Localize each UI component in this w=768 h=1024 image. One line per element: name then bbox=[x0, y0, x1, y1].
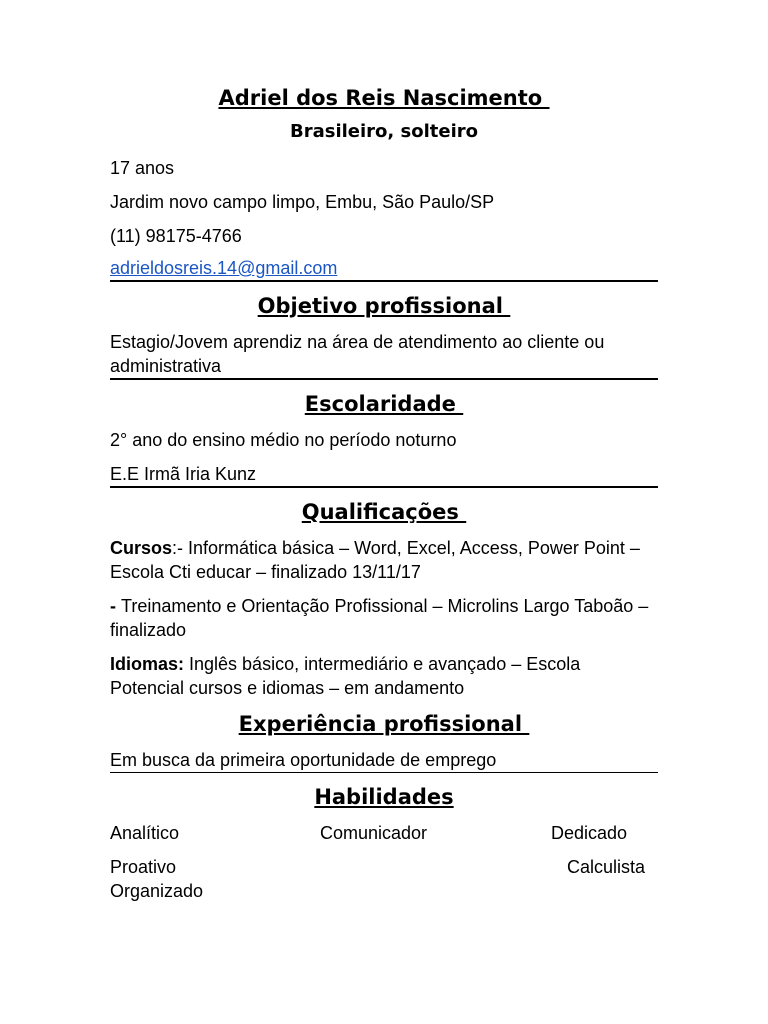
education-line-1: 2° ano do ensino médio no período noturno bbox=[110, 430, 457, 450]
address-line: Jardim novo campo limpo, Embu, São Paulo/SP bbox=[110, 192, 495, 212]
skill-item: Dedicado bbox=[551, 823, 628, 843]
courses-text: Informática básica – Word, Excel, Access, Power Point – Escola Cti educar – finalizado 13/11/17 bbox=[110, 538, 640, 582]
skill-item: Analítico bbox=[110, 823, 180, 843]
experience-title: Experiência profissional bbox=[238, 712, 530, 736]
phone-line: (11) 98175-4766 bbox=[110, 226, 242, 246]
resume-content bbox=[110, 84, 658, 901]
courses-separator: :- bbox=[172, 538, 189, 558]
education-block bbox=[110, 462, 658, 488]
skill-item: Organizado bbox=[110, 881, 204, 901]
skill-item: Comunicador bbox=[320, 823, 428, 843]
experience-block bbox=[110, 748, 658, 773]
nationality-status: Brasileiro, solteiro bbox=[290, 121, 478, 142]
objective-block bbox=[110, 330, 658, 380]
age-line: 17 anos bbox=[110, 158, 175, 178]
qualifications-title: Qualificações bbox=[301, 500, 467, 524]
languages-label: Idiomas: bbox=[110, 654, 185, 674]
skills-title: Habilidades bbox=[314, 785, 454, 809]
training-paragraph bbox=[110, 594, 658, 642]
objective-text: Estagio/Jovem aprendiz na área de atendimento ao cliente ou administrativa bbox=[110, 332, 605, 376]
courses-label: Cursos bbox=[110, 538, 173, 558]
experience-text: Em busca da primeira oportunidade de emprego bbox=[110, 750, 497, 770]
skill-item: Calculista bbox=[567, 857, 646, 877]
training-text: Treinamento e Orientação Profissional – Microlins Largo Taboão – finalizado bbox=[110, 596, 649, 640]
languages-paragraph bbox=[110, 652, 658, 700]
languages-text: Inglês básico, intermediário e avançado – Escola Potencial cursos e idiomas – em andamento bbox=[110, 654, 581, 698]
education-line-2: E.E Irmã Iria Kunz bbox=[110, 464, 257, 484]
candidate-name: Adriel dos Reis Nascimento bbox=[218, 86, 550, 110]
skills-list bbox=[110, 821, 658, 901]
courses-paragraph bbox=[110, 536, 658, 584]
email-link[interactable]: adrieldosreis.14@gmail.com bbox=[110, 258, 338, 278]
email-block bbox=[110, 256, 658, 282]
objective-title: Objetivo profissional bbox=[257, 294, 511, 318]
email-line bbox=[110, 256, 658, 280]
training-dash: - bbox=[110, 596, 121, 616]
skill-item: Proativo bbox=[110, 857, 177, 877]
education-title: Escolaridade bbox=[304, 392, 464, 416]
